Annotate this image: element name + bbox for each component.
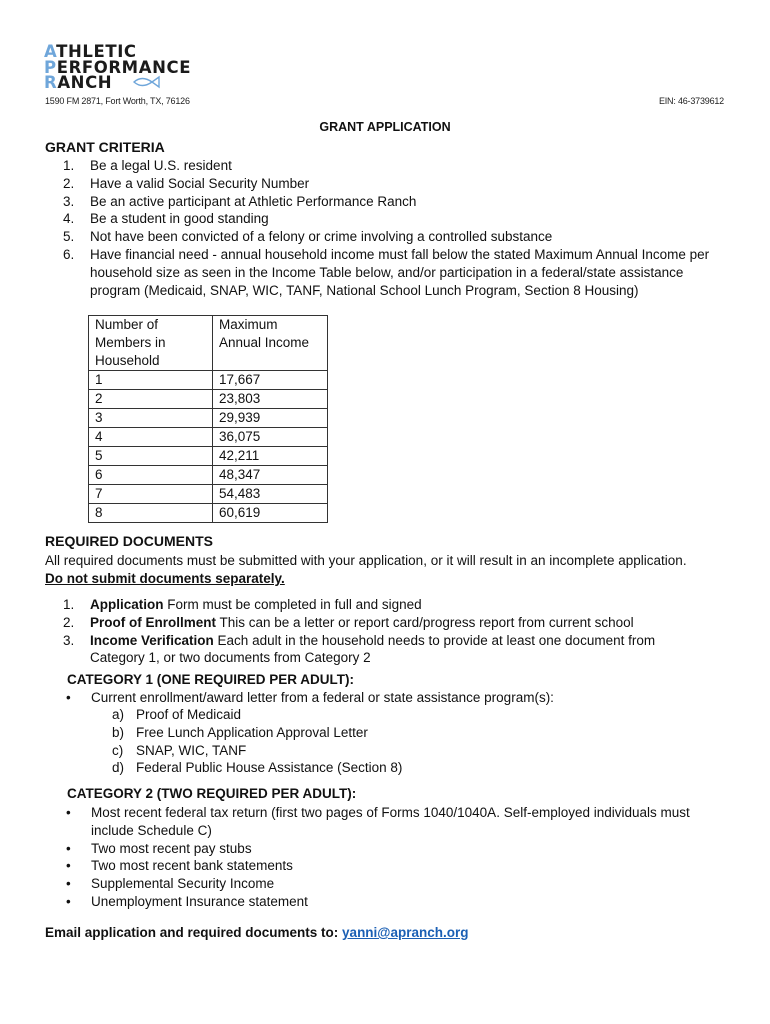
category-2-list (66, 804, 726, 911)
item-description: Form must be completed in full and signed (163, 597, 422, 612)
table-cell: 7 (89, 485, 213, 504)
list-item (66, 689, 726, 707)
list-item (112, 706, 402, 724)
table-cell: 4 (89, 428, 213, 447)
logo-word: ANCH (57, 73, 113, 92)
header-cell: Maximum Annual Income (213, 316, 328, 371)
category-1-sublist (112, 706, 402, 777)
item-description: This can be a letter or report card/progress report from current school (216, 614, 634, 630)
list-item (112, 742, 402, 760)
item-letter: b) (112, 724, 125, 740)
category-2-title: CATEGORY 2 (TWO REQUIRED PER ADULT): (67, 786, 357, 801)
table-header-row (89, 316, 328, 371)
logo-initial: A (44, 42, 57, 61)
table-cell: 2 (89, 390, 213, 409)
item-text: Federal Public House Assistance (Section 8) (136, 760, 403, 776)
item-text: Not have been convicted of a felony or crime involving a controlled substance (90, 229, 553, 245)
item-text: Proof of Medicaid (136, 707, 242, 722)
item-text (90, 614, 683, 632)
list-item (63, 246, 713, 299)
category-1-title: CATEGORY 1 (ONE REQUIRED PER ADULT): (67, 672, 355, 687)
table-cell: 48,347 (213, 466, 328, 485)
item-number: 3. (63, 193, 75, 209)
logo-word: THLETIC (56, 42, 137, 61)
required-documents-heading: REQUIRED DOCUMENTS (45, 533, 214, 549)
table-cell: 5 (89, 447, 213, 466)
table-row (89, 466, 328, 485)
logo-initial: R (44, 73, 58, 92)
email-link[interactable]: yanni@apranch.org (342, 925, 469, 940)
item-bold-label: Application (90, 597, 164, 612)
list-item (63, 193, 713, 211)
list-item (63, 228, 713, 246)
table-row (89, 428, 328, 447)
bullet-icon: • (66, 858, 71, 874)
table-cell: 3 (89, 409, 213, 428)
table-row (89, 504, 328, 523)
bullet-icon: • (66, 805, 71, 820)
list-item (63, 614, 683, 632)
table-cell: 42,211 (213, 447, 328, 466)
item-number: 5. (63, 229, 75, 245)
list-item (63, 175, 713, 193)
item-text: Free Lunch Application Approval Letter (136, 724, 368, 740)
list-item (63, 632, 683, 668)
fish-icon (132, 75, 160, 89)
table-row (89, 390, 328, 409)
item-text: Have a valid Social Security Number (90, 175, 310, 191)
table-cell: 23,803 (213, 390, 328, 409)
list-item (63, 596, 683, 614)
item-text: Most recent federal tax return (first two pages of Forms 1040/1040A. Self-employed individuals must include Schedule C) (91, 805, 690, 838)
logo (44, 44, 244, 92)
table-row (89, 409, 328, 428)
item-text: Have financial need - annual household income must fall below the stated Maximum Annual Income per household size as seen in the Income Table below, and/or participation in a federal/state assistance program (Medicaid, SNAP, WIC, TANF, National School Lunch Program, Section 8 Housing) (90, 246, 710, 298)
page-title: GRANT APPLICATION (319, 120, 451, 134)
grant-criteria-heading: GRANT CRITERIA (45, 139, 165, 155)
table-cell: 1 (89, 371, 213, 390)
list-item (66, 893, 726, 911)
item-bold-label: Income Verification (90, 632, 214, 648)
table-cell: 54,483 (213, 485, 328, 504)
item-text: Two most recent pay stubs (91, 840, 252, 856)
list-item (112, 759, 402, 777)
item-text: Supplemental Security Income (91, 876, 275, 892)
item-text: Unemployment Insurance statement (91, 893, 308, 909)
table-row (89, 371, 328, 390)
email-instruction (45, 925, 468, 940)
item-number: 3. (63, 632, 75, 648)
item-number: 2. (63, 175, 75, 191)
list-item (66, 857, 726, 875)
item-text: Be a legal U.S. resident (90, 158, 232, 173)
item-number: 1. (63, 158, 75, 173)
list-item (63, 157, 713, 175)
table-cell: 60,619 (213, 504, 328, 523)
list-item (66, 804, 726, 840)
item-number: 2. (63, 614, 75, 630)
bullet-icon: • (66, 690, 71, 705)
item-number: 1. (63, 597, 75, 612)
item-text (90, 596, 683, 614)
address: 1590 FM 2871, Fort Worth, TX, 76126 (45, 96, 190, 106)
item-number: 4. (63, 211, 75, 227)
required-docs-list (63, 596, 683, 667)
email-label: Email application and required documents to: (45, 925, 343, 940)
item-letter: a) (112, 707, 125, 722)
table-cell: 29,939 (213, 409, 328, 428)
required-docs-warning: Do not submit documents separately. (45, 571, 285, 586)
list-item (112, 724, 402, 742)
table-cell: 8 (89, 504, 213, 523)
item-text (90, 632, 683, 668)
bullet-icon: • (66, 840, 71, 856)
item-bold-label: Proof of Enrollment (90, 614, 216, 630)
table-row (89, 447, 328, 466)
table-row (89, 485, 328, 504)
criteria-list (63, 157, 713, 299)
ein: EIN: 46-3739612 (658, 96, 724, 106)
list-item (66, 875, 726, 893)
item-text: Be a student in good standing (90, 211, 269, 227)
logo-initial: P (44, 57, 57, 77)
item-letter: d) (112, 760, 125, 776)
bullet-icon: • (66, 876, 71, 892)
item-description: Each adult in the household needs to provide at least one document from Category 1, or two documents from Category 2 (90, 632, 656, 666)
item-text: Current enrollment/award letter from a federal or state assistance program(s): (91, 690, 554, 705)
bullet-icon: • (66, 893, 71, 909)
logo-word: ERFORMANCE (56, 57, 192, 77)
list-item (63, 210, 713, 228)
header-cell: Number of Members in Household (89, 316, 213, 371)
table-cell: 6 (89, 466, 213, 485)
table-cell: 17,667 (213, 371, 328, 390)
list-item (66, 840, 726, 858)
item-text: SNAP, WIC, TANF (136, 742, 247, 758)
item-text: Be an active participant at Athletic Performance Ranch (90, 193, 417, 209)
income-table (88, 315, 328, 523)
item-letter: c) (112, 742, 124, 758)
item-text: Two most recent bank statements (91, 858, 293, 874)
item-number: 6. (63, 246, 75, 262)
category-1-list (66, 689, 726, 707)
required-docs-intro: All required documents must be submitted with your application, or it will result in an incomplete application. (45, 553, 687, 568)
table-cell: 36,075 (213, 428, 328, 447)
